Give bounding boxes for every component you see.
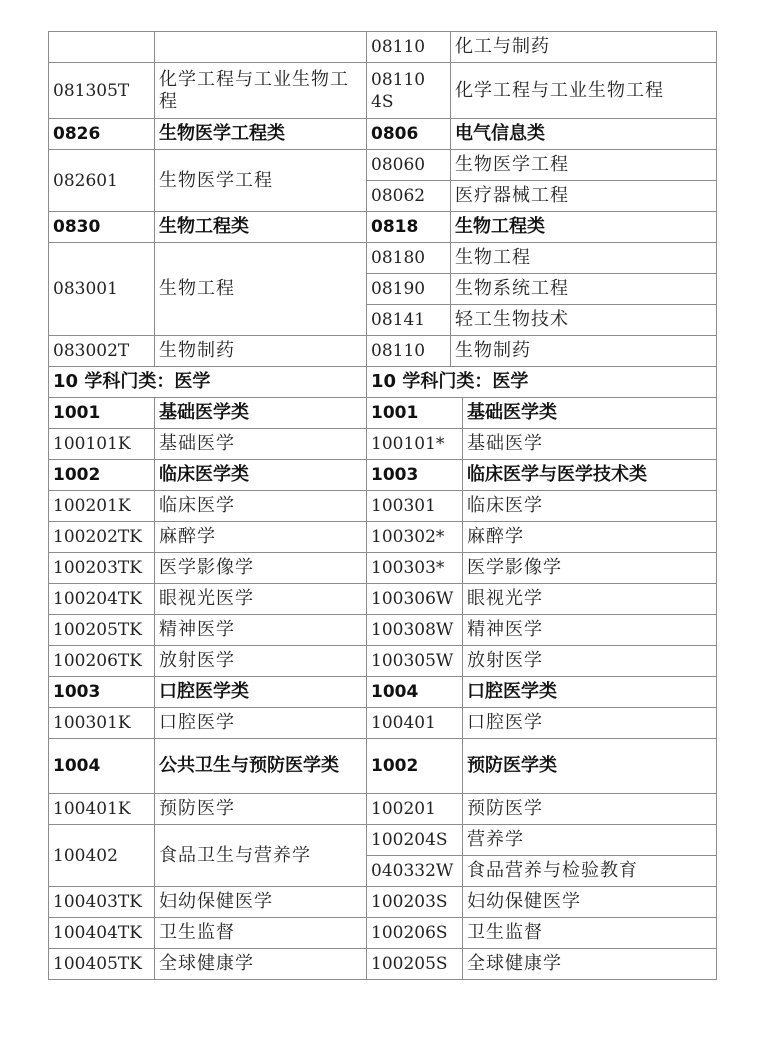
new-name-cell: 营养学 (463, 825, 717, 856)
major-code-comparison-table-lower (48, 397, 717, 980)
new-category-code: 0806 (367, 119, 451, 150)
old-category-code: 0830 (49, 212, 155, 243)
new-code-cell: 100303* (367, 553, 463, 584)
new-name-cell: 基础医学 (463, 429, 717, 460)
new-discipline-label: 10 学科门类：医学 (367, 367, 717, 398)
table-row (49, 887, 717, 918)
old-code-cell: 100205TK (49, 615, 155, 646)
table-row (49, 615, 717, 646)
old-category-name: 生物工程类 (155, 212, 367, 243)
old-code-cell: 083002T (49, 336, 155, 367)
category-row (49, 460, 717, 491)
category-row (49, 398, 717, 429)
table-row (49, 825, 717, 856)
old-category-code: 1002 (49, 460, 155, 491)
new-code-cell: 100306W (367, 584, 463, 615)
new-name-cell: 化学工程与工业生物工程 (451, 63, 717, 119)
table-row (49, 949, 717, 980)
new-name-cell: 全球健康学 (463, 949, 717, 980)
new-name-cell: 医学影像学 (463, 553, 717, 584)
category-row (49, 212, 717, 243)
old-name-cell: 基础医学 (155, 429, 367, 460)
new-name-cell: 预防医学 (463, 794, 717, 825)
new-code-cell: 040332W (367, 856, 463, 887)
old-code-cell: 100201K (49, 491, 155, 522)
old-code-cell: 100206TK (49, 646, 155, 677)
old-category-code: 1001 (49, 398, 155, 429)
new-code-cell: 100308W (367, 615, 463, 646)
old-code-cell: 100405TK (49, 949, 155, 980)
table-row (49, 63, 717, 119)
discipline-row (49, 367, 717, 398)
category-row (49, 739, 717, 794)
table-row (49, 150, 717, 181)
old-code-cell: 100401K (49, 794, 155, 825)
old-code-cell: 082601 (49, 150, 155, 212)
new-category-name: 临床医学与医学技术类 (463, 460, 717, 491)
old-code-cell: 100203TK (49, 553, 155, 584)
new-name-cell: 麻醉学 (463, 522, 717, 553)
new-name-cell: 放射医学 (463, 646, 717, 677)
old-name-cell: 卫生监督 (155, 918, 367, 949)
old-code-cell: 081305T (49, 63, 155, 119)
old-code-cell: 100404TK (49, 918, 155, 949)
new-code-cell: 08062 (367, 181, 451, 212)
new-code-cell: 100206S (367, 918, 463, 949)
old-name-cell: 放射医学 (155, 646, 367, 677)
new-code-cell: 100305W (367, 646, 463, 677)
new-name-cell: 生物制药 (451, 336, 717, 367)
old-code-cell (49, 32, 155, 63)
category-row (49, 677, 717, 708)
old-name-cell: 生物医学工程 (155, 150, 367, 212)
comparison-table-wrapper (48, 31, 716, 980)
old-name-cell: 医学影像学 (155, 553, 367, 584)
new-code-cell: 100205S (367, 949, 463, 980)
old-name-cell: 预防医学 (155, 794, 367, 825)
old-code-cell: 100204TK (49, 584, 155, 615)
new-category-code: 1002 (367, 739, 463, 794)
new-category-name: 基础医学类 (463, 398, 717, 429)
new-category-code: 1003 (367, 460, 463, 491)
old-discipline-label: 10 学科门类：医学 (49, 367, 367, 398)
new-name-cell: 生物系统工程 (451, 274, 717, 305)
new-code-cell: 100301 (367, 491, 463, 522)
old-name-cell: 麻醉学 (155, 522, 367, 553)
new-code-cell: 100302* (367, 522, 463, 553)
table-row (49, 429, 717, 460)
old-category-name: 生物医学工程类 (155, 119, 367, 150)
old-category-name: 基础医学类 (155, 398, 367, 429)
new-name-cell: 生物医学工程 (451, 150, 717, 181)
old-category-name: 口腔医学类 (155, 677, 367, 708)
table-row (49, 794, 717, 825)
new-name-cell: 医疗器械工程 (451, 181, 717, 212)
new-category-code: 0818 (367, 212, 451, 243)
table-row (49, 646, 717, 677)
new-name-cell: 临床医学 (463, 491, 717, 522)
new-code-cell: 08060 (367, 150, 451, 181)
new-code-cell: 08180 (367, 243, 451, 274)
old-category-code: 0826 (49, 119, 155, 150)
new-name-cell: 眼视光学 (463, 584, 717, 615)
new-code-cell: 100401 (367, 708, 463, 739)
table-row (49, 584, 717, 615)
new-category-code: 1004 (367, 677, 463, 708)
old-name-cell: 妇幼保健医学 (155, 887, 367, 918)
old-category-code: 1003 (49, 677, 155, 708)
old-code-cell: 083001 (49, 243, 155, 336)
old-category-name: 公共卫生与预防医学类 (155, 739, 367, 794)
new-name-cell: 生物工程 (451, 243, 717, 274)
new-name-cell: 精神医学 (463, 615, 717, 646)
old-name-cell: 生物制药 (155, 336, 367, 367)
new-name-cell: 卫生监督 (463, 918, 717, 949)
new-category-name: 预防医学类 (463, 739, 717, 794)
new-name-cell: 口腔医学 (463, 708, 717, 739)
old-name-cell: 口腔医学 (155, 708, 367, 739)
old-name-cell: 临床医学 (155, 491, 367, 522)
new-category-name: 口腔医学类 (463, 677, 717, 708)
new-code-cell: 08110 4S (367, 63, 451, 119)
table-row (49, 708, 717, 739)
old-name-cell (155, 32, 367, 63)
new-name-cell: 轻工生物技术 (451, 305, 717, 336)
new-code-cell: 08110 (367, 336, 451, 367)
old-name-cell: 眼视光医学 (155, 584, 367, 615)
old-name-cell: 食品卫生与营养学 (155, 825, 367, 887)
table-row (49, 336, 717, 367)
old-code-cell: 100301K (49, 708, 155, 739)
category-row (49, 119, 717, 150)
old-category-name: 临床医学类 (155, 460, 367, 491)
table-row (49, 553, 717, 584)
new-category-code: 1001 (367, 398, 463, 429)
table-row (49, 918, 717, 949)
new-name-cell: 食品营养与检验教育 (463, 856, 717, 887)
new-category-name: 生物工程类 (451, 212, 717, 243)
old-name-cell: 生物工程 (155, 243, 367, 336)
new-code-cell: 08190 (367, 274, 451, 305)
old-code-cell: 100402 (49, 825, 155, 887)
new-code-cell: 08141 (367, 305, 451, 336)
old-code-cell: 100101K (49, 429, 155, 460)
table-row (49, 32, 717, 63)
table-row (49, 491, 717, 522)
old-name-cell: 全球健康学 (155, 949, 367, 980)
new-code-cell: 100201 (367, 794, 463, 825)
new-code-cell: 08110 (367, 32, 451, 63)
old-code-cell: 100403TK (49, 887, 155, 918)
old-code-cell: 100202TK (49, 522, 155, 553)
new-code-cell: 100101* (367, 429, 463, 460)
new-code-cell: 100203S (367, 887, 463, 918)
table-row (49, 243, 717, 274)
new-code-cell: 100204S (367, 825, 463, 856)
old-category-code: 1004 (49, 739, 155, 794)
new-name-cell: 化工与制药 (451, 32, 717, 63)
major-code-comparison-table (48, 31, 717, 398)
old-name-cell: 精神医学 (155, 615, 367, 646)
new-name-cell: 妇幼保健医学 (463, 887, 717, 918)
table-row (49, 522, 717, 553)
old-name-cell: 化学工程与工业生物工程 (155, 63, 367, 119)
new-category-name: 电气信息类 (451, 119, 717, 150)
